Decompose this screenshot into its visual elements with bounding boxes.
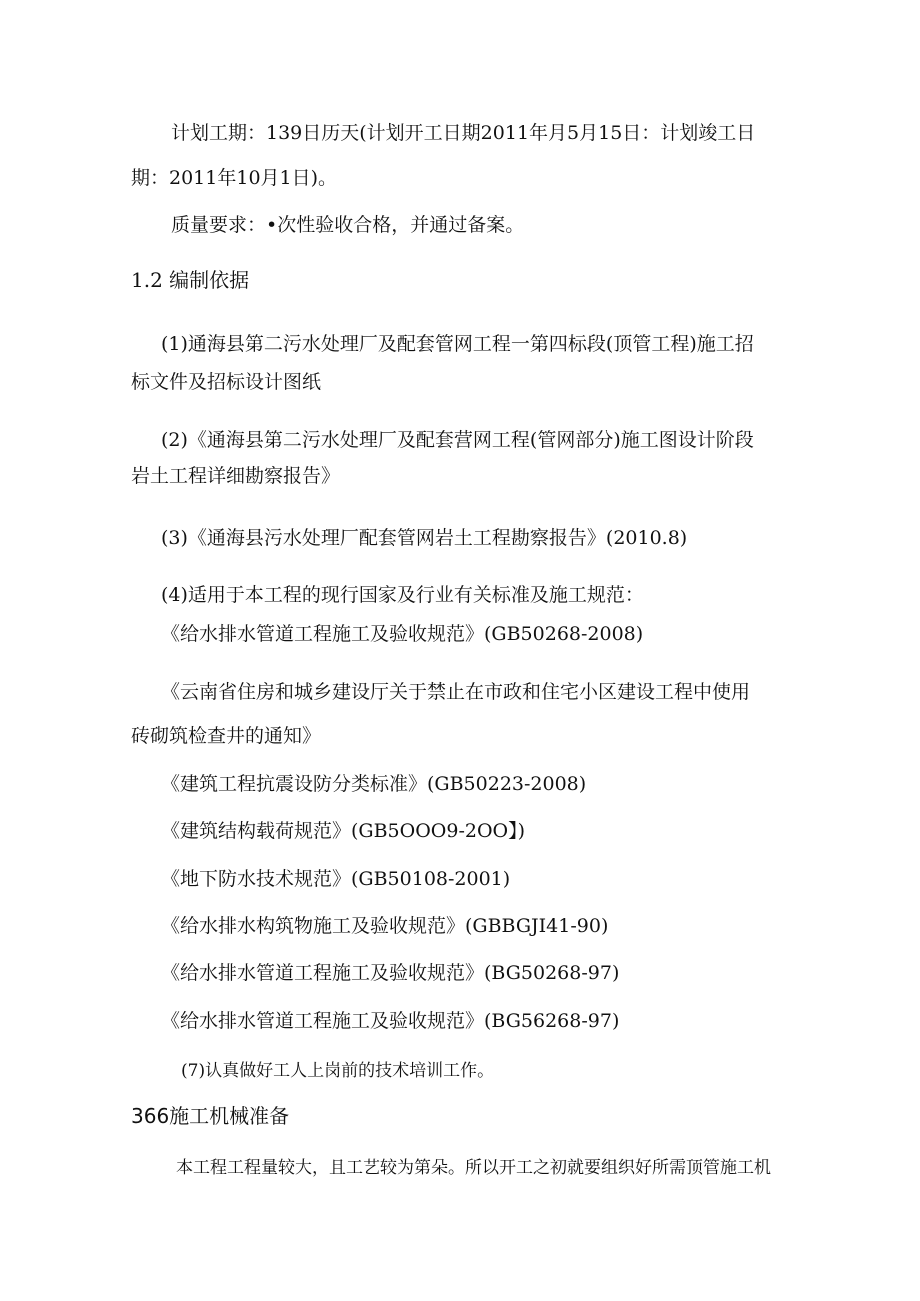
basis-item-2-cont: 岩土工程详细勘察报告》: [131, 465, 341, 487]
standard-item: 《云南省住房和城乡建设厅关于禁止在市政和住宅小区建设工程中使用: [161, 681, 751, 703]
standard-item: 《给水排水管道工程施工及验收规范》(GB50268-2008): [161, 623, 644, 645]
standard-item: 《给水排水管道工程施工及验收规范》(BG50268-97): [161, 962, 620, 984]
standard-item: 《给水排水构筑物施工及验收规范》(GBBGJI41-90): [161, 915, 609, 937]
basis-item-4: (4)适用于本工程的现行国家及行业有关标准及施工规范：: [161, 584, 644, 606]
schedule-line: 计划工期：139日历天(计划开工日期2011年月5月15日：计划竣工日: [171, 122, 756, 144]
standard-item: 《给水排水管道工程施工及验收规范》(BG56268-97): [161, 1010, 620, 1032]
standard-item: 《建筑工程抗震设防分类标准》(GB50223-2008): [161, 773, 587, 795]
machinery-paragraph: 本工程工程量较大，且工艺较为第朵。所以开工之初就要组织好所需顶管施工机: [176, 1158, 771, 1178]
basis-item-1: (1)通海县第二污水处理厂及配套管网工程一第四标段(顶管工程)施工招: [161, 333, 754, 355]
quality-requirement: 质量要求：•次性验收合格，并通过备案。: [171, 214, 525, 236]
schedule-line-cont: 期：2011年10月1日)。: [131, 167, 338, 189]
standard-item: 《地下防水技术规范》(GB50108-2001): [161, 868, 511, 890]
standard-item-cont: 砖砌筑检查井的通知》: [131, 725, 322, 747]
basis-item-7: (7)认真做好工人上岗前的技术培训工作。: [181, 1061, 495, 1081]
basis-item-1-cont: 标文件及招标设计图纸: [131, 371, 322, 393]
basis-item-2: (2)《通海县第二污水处理厂及配套营网工程(管网部分)施工图设计阶段: [161, 429, 754, 451]
basis-item-3: (3)《通海县污水处理厂配套管网岩土工程勘察报告》(2010.8): [161, 527, 688, 549]
section-heading-basis: 1.2 编制依据: [131, 268, 250, 292]
standard-item: 《建筑结构载荷规范》(GB5OOO9-2OO】): [161, 820, 526, 842]
section-heading-machinery: 366施工机械准备: [131, 1104, 290, 1128]
